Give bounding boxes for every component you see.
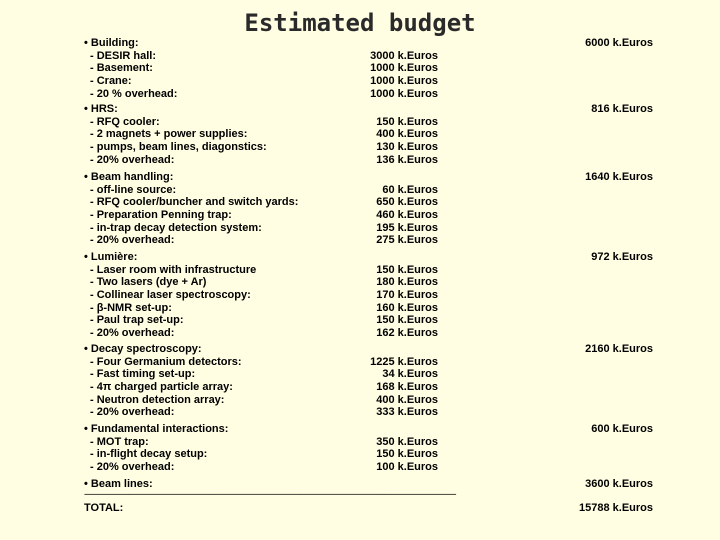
line-item-label: - Collinear laser spectroscopy: bbox=[90, 289, 251, 302]
line-item-label: - Preparation Penning trap: bbox=[90, 209, 232, 222]
line-item-cost: 350 k.Euros bbox=[376, 435, 438, 448]
line-item-cost: 60 k.Euros bbox=[382, 183, 438, 196]
line-item-cost: 400 k.Euros bbox=[376, 393, 438, 406]
grand-total-value: 15788 k.Euros bbox=[579, 502, 653, 514]
line-item-label: - β-NMR set-up: bbox=[90, 301, 172, 314]
section-name: • HRS: bbox=[84, 103, 118, 115]
line-item-cost: 150 k.Euros bbox=[376, 448, 438, 461]
line-item bbox=[84, 75, 656, 88]
section-header bbox=[84, 423, 656, 436]
section-total: 3600 k.Euros bbox=[585, 478, 653, 490]
line-item bbox=[84, 128, 656, 141]
line-item bbox=[84, 62, 656, 75]
line-item-label: - 20% overhead: bbox=[90, 406, 175, 419]
line-item-cost: 150 k.Euros bbox=[376, 314, 438, 327]
section-name: • Fundamental interactions: bbox=[84, 423, 229, 435]
section-total: 1640 k.Euros bbox=[585, 171, 653, 183]
line-item-cost: 275 k.Euros bbox=[376, 234, 438, 247]
grand-total-row bbox=[84, 502, 656, 515]
line-item-label: - Four Germanium detectors: bbox=[90, 355, 242, 368]
section-name: • Lumière: bbox=[84, 251, 138, 263]
line-item bbox=[84, 461, 656, 474]
grand-total-label: TOTAL: bbox=[84, 502, 124, 514]
line-item-cost: 136 k.Euros bbox=[376, 153, 438, 166]
line-item-cost: 150 k.Euros bbox=[376, 263, 438, 276]
line-item-label: - RFQ cooler: bbox=[90, 115, 160, 128]
line-item bbox=[84, 448, 656, 461]
line-item-label: - 4π charged particle array: bbox=[90, 381, 233, 394]
line-item bbox=[84, 276, 656, 289]
line-item bbox=[84, 154, 656, 167]
line-item bbox=[84, 436, 656, 449]
line-item bbox=[84, 289, 656, 302]
line-item-label: - Two lasers (dye + Ar) bbox=[90, 276, 207, 289]
line-item-label: - 20% overhead: bbox=[90, 234, 175, 247]
line-item-cost: 650 k.Euros bbox=[376, 196, 438, 209]
line-item bbox=[84, 381, 656, 394]
line-item-label: - pumps, beam lines, diagonstics: bbox=[90, 141, 267, 154]
section-header bbox=[84, 103, 656, 116]
section-name: • Beam handling: bbox=[84, 171, 174, 183]
line-item-label: - in-trap decay detection system: bbox=[90, 221, 262, 234]
line-item bbox=[84, 88, 656, 101]
line-item-label: - Neutron detection array: bbox=[90, 393, 225, 406]
line-item-label: - RFQ cooler/buncher and switch yards: bbox=[90, 196, 299, 209]
line-item-cost: 1000 k.Euros bbox=[370, 75, 438, 88]
budget-section bbox=[84, 37, 656, 100]
line-item bbox=[84, 222, 656, 235]
line-item-cost: 1000 k.Euros bbox=[370, 87, 438, 100]
section-total: 2160 k.Euros bbox=[585, 343, 653, 355]
page-title: Estimated budget bbox=[244, 9, 476, 37]
line-item-label: - DESIR hall: bbox=[90, 49, 157, 62]
line-item-cost: 1000 k.Euros bbox=[370, 62, 438, 75]
line-item-label: - 2 magnets + power supplies: bbox=[90, 128, 248, 141]
line-item-cost: 170 k.Euros bbox=[376, 289, 438, 302]
line-item-label: - 20% overhead: bbox=[90, 153, 175, 166]
section-header bbox=[84, 37, 656, 50]
line-item-cost: 3000 k.Euros bbox=[370, 49, 438, 62]
section-name: • Decay spectroscopy: bbox=[84, 343, 202, 355]
budget-section bbox=[84, 103, 656, 166]
line-item-label: - 20 % overhead: bbox=[90, 87, 178, 100]
line-item-cost: 1225 k.Euros bbox=[370, 355, 438, 368]
line-item-cost: 100 k.Euros bbox=[376, 461, 438, 474]
line-item-cost: 150 k.Euros bbox=[376, 115, 438, 128]
budget-section bbox=[84, 343, 656, 419]
line-item-label: - off-line source: bbox=[90, 183, 177, 196]
line-item-label: - Crane: bbox=[90, 75, 132, 88]
line-item bbox=[84, 368, 656, 381]
budget-section bbox=[84, 171, 656, 247]
line-item bbox=[84, 264, 656, 277]
line-item-label: - 20% overhead: bbox=[90, 327, 175, 340]
line-item-cost: 180 k.Euros bbox=[376, 276, 438, 289]
section-total: 816 k.Euros bbox=[591, 103, 653, 115]
section-name: • Building: bbox=[84, 37, 139, 49]
line-item-label: - in-flight decay setup: bbox=[90, 448, 208, 461]
line-item-cost: 160 k.Euros bbox=[376, 301, 438, 314]
line-item-cost: 400 k.Euros bbox=[376, 128, 438, 141]
section-total: 6000 k.Euros bbox=[585, 37, 653, 49]
line-item bbox=[84, 209, 656, 222]
line-item bbox=[84, 234, 656, 247]
line-item bbox=[84, 184, 656, 197]
budget-section bbox=[84, 251, 656, 340]
line-item-label: - Fast timing set-up: bbox=[90, 368, 196, 381]
line-item bbox=[84, 394, 656, 407]
line-item-cost: 34 k.Euros bbox=[382, 368, 438, 381]
budget-section bbox=[84, 423, 656, 474]
line-item-label: - MOT trap: bbox=[90, 435, 149, 448]
line-item bbox=[84, 196, 656, 209]
line-item-cost: 195 k.Euros bbox=[376, 221, 438, 234]
line-item-label: - Laser room with infrastructure bbox=[90, 263, 257, 276]
line-item-cost: 162 k.Euros bbox=[376, 327, 438, 340]
line-item-label: - Basement: bbox=[90, 62, 153, 75]
line-item-label: - 20% overhead: bbox=[90, 461, 175, 474]
line-item-label: - Paul trap set-up: bbox=[90, 314, 184, 327]
line-item-cost: 130 k.Euros bbox=[376, 141, 438, 154]
line-item bbox=[84, 406, 656, 419]
line-item bbox=[84, 302, 656, 315]
line-item bbox=[84, 314, 656, 327]
line-item-cost: 333 k.Euros bbox=[376, 406, 438, 419]
line-item bbox=[84, 141, 656, 154]
separator-line: ------------------------------------------------------------------------------------------------------------------------------------------------------------------------------------------ bbox=[84, 489, 456, 499]
line-item-cost: 460 k.Euros bbox=[376, 209, 438, 222]
section-total: 972 k.Euros bbox=[591, 251, 653, 263]
section-header bbox=[84, 343, 656, 356]
section-name: • Beam lines: bbox=[84, 478, 153, 490]
section-header bbox=[84, 171, 656, 184]
line-item bbox=[84, 327, 656, 340]
line-item bbox=[84, 356, 656, 369]
line-item bbox=[84, 50, 656, 63]
line-item-cost: 168 k.Euros bbox=[376, 381, 438, 394]
section-header bbox=[84, 251, 656, 264]
section-total: 600 k.Euros bbox=[591, 423, 653, 435]
line-item bbox=[84, 116, 656, 129]
